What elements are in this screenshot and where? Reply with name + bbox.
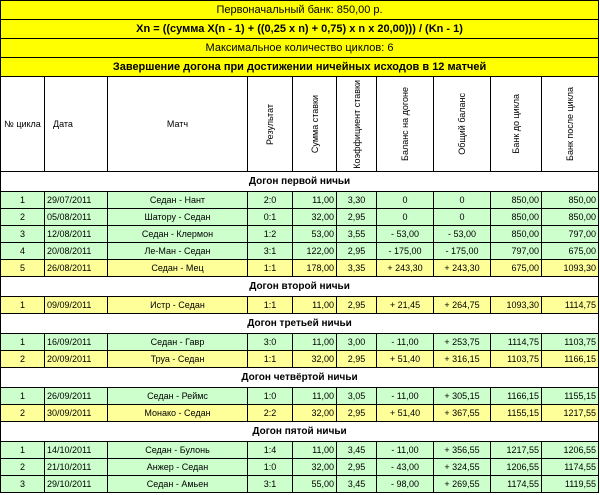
section-title: Догон первой ничьи: [1, 172, 599, 192]
cell-stake: 178,00: [293, 260, 337, 277]
title-row-max-cycles: [1, 39, 599, 58]
cell-chase-balance: - 11,00: [377, 442, 434, 459]
cell-odds: 3,05: [337, 388, 377, 405]
cell-result: 1:2: [248, 226, 293, 243]
cell-total-balance: + 269,55: [434, 476, 491, 493]
cell-match: Седан - Клермон: [108, 226, 248, 243]
cell-date: 21/10/2011: [45, 459, 108, 476]
cell-bank-after: 850,00: [542, 192, 599, 209]
cell-bank-before: 1166,15: [491, 388, 542, 405]
cell-total-balance: 0: [434, 209, 491, 226]
cell-bank-after: 1093,30: [542, 260, 599, 277]
cell-bank-before: 1217,55: [491, 442, 542, 459]
section-header-row: [1, 172, 599, 192]
cell-chase-balance: 0: [377, 192, 434, 209]
section-title: Догон второй ничьи: [1, 277, 599, 297]
cell-bank-before: 1093,30: [491, 297, 542, 314]
cell-stake: 32,00: [293, 351, 337, 368]
cell-cycle-number: 1: [1, 192, 45, 209]
table-row: [1, 459, 599, 476]
cell-bank-before: 1103,75: [491, 351, 542, 368]
cell-result: 1:1: [248, 297, 293, 314]
cell-match: Седан - Булонь: [108, 442, 248, 459]
cell-odds: 2,95: [337, 459, 377, 476]
cell-chase-balance: - 11,00: [377, 334, 434, 351]
cell-odds: 3,35: [337, 260, 377, 277]
header-total-balance-cell: [434, 77, 491, 172]
cell-date: 20/09/2011: [45, 351, 108, 368]
title-row-formula: [1, 20, 599, 39]
cell-date: 09/09/2011: [45, 297, 108, 314]
max-cycles-title: Максимальное количество циклов: 6: [1, 39, 599, 58]
cell-bank-before: 1155,15: [491, 405, 542, 422]
table-row: [1, 442, 599, 459]
cell-date: 05/08/2011: [45, 209, 108, 226]
cell-total-balance: - 175,00: [434, 243, 491, 260]
cell-cycle-number: 1: [1, 442, 45, 459]
cell-odds: 2,95: [337, 405, 377, 422]
cell-bank-after: 1119,55: [542, 476, 599, 493]
cell-cycle-number: 1: [1, 334, 45, 351]
cell-total-balance: 0: [434, 192, 491, 209]
cell-date: 12/08/2011: [45, 226, 108, 243]
cell-total-balance: + 305,15: [434, 388, 491, 405]
cell-cycle-number: 2: [1, 351, 45, 368]
cell-bank-before: 850,00: [491, 209, 542, 226]
cell-match: Седан - Нант: [108, 192, 248, 209]
column-header-row: [1, 77, 599, 172]
cell-bank-after: 850,00: [542, 209, 599, 226]
cell-chase-balance: + 243,30: [377, 260, 434, 277]
header-date: Дата: [45, 77, 108, 172]
cell-chase-balance: + 51,40: [377, 405, 434, 422]
section-header-row: [1, 277, 599, 297]
table-row: [1, 192, 599, 209]
header-stake: Сумма ставки: [309, 94, 320, 154]
cell-date: 29/07/2011: [45, 192, 108, 209]
initial-bank-title: Первоначальный банк: 850,00 р.: [1, 1, 599, 20]
cell-date: 26/09/2011: [45, 388, 108, 405]
header-chase-balance-cell: [377, 77, 434, 172]
cell-result: 0:1: [248, 209, 293, 226]
cell-date: 20/08/2011: [45, 243, 108, 260]
cell-chase-balance: - 43,00: [377, 459, 434, 476]
cell-result: 3:1: [248, 476, 293, 493]
cell-stake: 11,00: [293, 442, 337, 459]
table-row: [1, 260, 599, 277]
header-result-cell: [248, 77, 293, 172]
title-row-completion: [1, 58, 599, 77]
cell-total-balance: - 53,00: [434, 226, 491, 243]
cell-total-balance: + 356,55: [434, 442, 491, 459]
cell-cycle-number: 2: [1, 209, 45, 226]
header-result: Результат: [265, 103, 275, 145]
cell-bank-before: 797,00: [491, 243, 542, 260]
cell-date: 30/09/2011: [45, 405, 108, 422]
cell-match: Анжер - Седан: [108, 459, 248, 476]
cell-total-balance: + 324,55: [434, 459, 491, 476]
cell-total-balance: + 243,30: [434, 260, 491, 277]
completion-title: Завершение догона при достижении ничейных исходов в 12 матчей: [1, 58, 599, 77]
cell-bank-before: 850,00: [491, 226, 542, 243]
cell-bank-after: 675,00: [542, 243, 599, 260]
cell-cycle-number: 2: [1, 459, 45, 476]
cell-stake: 55,00: [293, 476, 337, 493]
cell-cycle-number: 4: [1, 243, 45, 260]
cell-odds: 2,95: [337, 209, 377, 226]
cell-chase-balance: - 53,00: [377, 226, 434, 243]
cell-bank-before: 1206,55: [491, 459, 542, 476]
header-chase-balance: Баланс на догоне: [400, 87, 410, 161]
cell-odds: 2,95: [337, 243, 377, 260]
header-odds-cell: [337, 77, 377, 172]
cell-bank-after: 1174,55: [542, 459, 599, 476]
table-row: [1, 388, 599, 405]
cell-stake: 11,00: [293, 334, 337, 351]
cell-odds: 2,95: [337, 297, 377, 314]
cell-match: Монако - Седан: [108, 405, 248, 422]
table-row: [1, 351, 599, 368]
cell-match: Истр - Седан: [108, 297, 248, 314]
table-row: [1, 405, 599, 422]
cell-cycle-number: 3: [1, 476, 45, 493]
header-bank-before: Банк до цикла: [511, 94, 521, 154]
cell-date: 16/09/2011: [45, 334, 108, 351]
cell-cycle-number: 5: [1, 260, 45, 277]
cell-result: 3:1: [248, 243, 293, 260]
cell-total-balance: + 264,75: [434, 297, 491, 314]
cell-bank-after: 1217,55: [542, 405, 599, 422]
cell-stake: 122,00: [293, 243, 337, 260]
cell-result: 2:0: [248, 192, 293, 209]
section-header-row: [1, 422, 599, 442]
cell-bank-after: 1103,75: [542, 334, 599, 351]
cell-match: Седан - Мец: [108, 260, 248, 277]
header-odds: Коэффициент ставки: [351, 79, 362, 169]
cell-date: 26/08/2011: [45, 260, 108, 277]
header-match: Матч: [108, 77, 248, 172]
table-row: [1, 226, 599, 243]
section-title: Догон третьей ничьи: [1, 314, 599, 334]
cell-chase-balance: + 21,45: [377, 297, 434, 314]
formula-title: Xn = ((сумма X(n - 1) + ((0,25 x n) + 0,75) x n x 20,00))) / (Kn - 1): [1, 20, 599, 39]
section-title: Догон пятой ничьи: [1, 422, 599, 442]
cell-result: 1:4: [248, 442, 293, 459]
cell-result: 1:0: [248, 388, 293, 405]
section-header-row: [1, 368, 599, 388]
cell-match: Седан - Гавр: [108, 334, 248, 351]
cell-stake: 11,00: [293, 192, 337, 209]
cell-chase-balance: + 51,40: [377, 351, 434, 368]
cell-bank-before: 850,00: [491, 192, 542, 209]
table-row: [1, 334, 599, 351]
cell-result: 1:1: [248, 351, 293, 368]
cell-odds: 3,45: [337, 442, 377, 459]
cell-cycle-number: 1: [1, 297, 45, 314]
header-bank-before-cell: [491, 77, 542, 172]
cell-cycle-number: 3: [1, 226, 45, 243]
cell-cycle-number: 2: [1, 405, 45, 422]
cell-result: 1:1: [248, 260, 293, 277]
cell-chase-balance: - 175,00: [377, 243, 434, 260]
cell-match: Ле-Ман - Седан: [108, 243, 248, 260]
header-bank-after-cell: [542, 77, 599, 172]
cell-chase-balance: - 98,00: [377, 476, 434, 493]
cell-bank-after: 1114,75: [542, 297, 599, 314]
cell-total-balance: + 316,15: [434, 351, 491, 368]
cell-chase-balance: 0: [377, 209, 434, 226]
title-row-initial-bank: [1, 1, 599, 20]
cell-result: 1:0: [248, 459, 293, 476]
cell-stake: 11,00: [293, 388, 337, 405]
header-stake-cell: [293, 77, 337, 172]
cell-date: 29/10/2011: [45, 476, 108, 493]
cell-result: 2:2: [248, 405, 293, 422]
cell-bank-before: 1174,55: [491, 476, 542, 493]
cell-result: 3:0: [248, 334, 293, 351]
cell-stake: 11,00: [293, 297, 337, 314]
section-header-row: [1, 314, 599, 334]
cell-match: Шатору - Седан: [108, 209, 248, 226]
header-cycle-number: № цикла: [1, 77, 45, 172]
cell-bank-after: 797,00: [542, 226, 599, 243]
cell-cycle-number: 1: [1, 388, 45, 405]
table-row: [1, 243, 599, 260]
cell-odds: 3,45: [337, 476, 377, 493]
cell-match: Седан - Реймс: [108, 388, 248, 405]
cell-bank-after: 1166,15: [542, 351, 599, 368]
cell-stake: 32,00: [293, 405, 337, 422]
cell-match: Седан - Амьен: [108, 476, 248, 493]
table-row: [1, 297, 599, 314]
cell-bank-before: 1114,75: [491, 334, 542, 351]
cell-total-balance: + 253,75: [434, 334, 491, 351]
cell-stake: 32,00: [293, 459, 337, 476]
cell-odds: 3,55: [337, 226, 377, 243]
cell-odds: 3,00: [337, 334, 377, 351]
cell-bank-after: 1206,55: [542, 442, 599, 459]
cell-match: Труа - Седан: [108, 351, 248, 368]
cell-bank-before: 675,00: [491, 260, 542, 277]
cell-bank-after: 1155,15: [542, 388, 599, 405]
cell-chase-balance: - 11,00: [377, 388, 434, 405]
section-title: Догон четвёртой ничьи: [1, 368, 599, 388]
table-row: [1, 209, 599, 226]
cell-odds: 2,95: [337, 351, 377, 368]
header-bank-after: Банк после цикла: [565, 87, 576, 161]
cell-date: 14/10/2011: [45, 442, 108, 459]
cell-stake: 53,00: [293, 226, 337, 243]
cell-odds: 3,30: [337, 192, 377, 209]
header-total-balance: Общий баланс: [457, 93, 467, 155]
cell-total-balance: + 367,55: [434, 405, 491, 422]
cell-stake: 32,00: [293, 209, 337, 226]
table-row: [1, 476, 599, 493]
